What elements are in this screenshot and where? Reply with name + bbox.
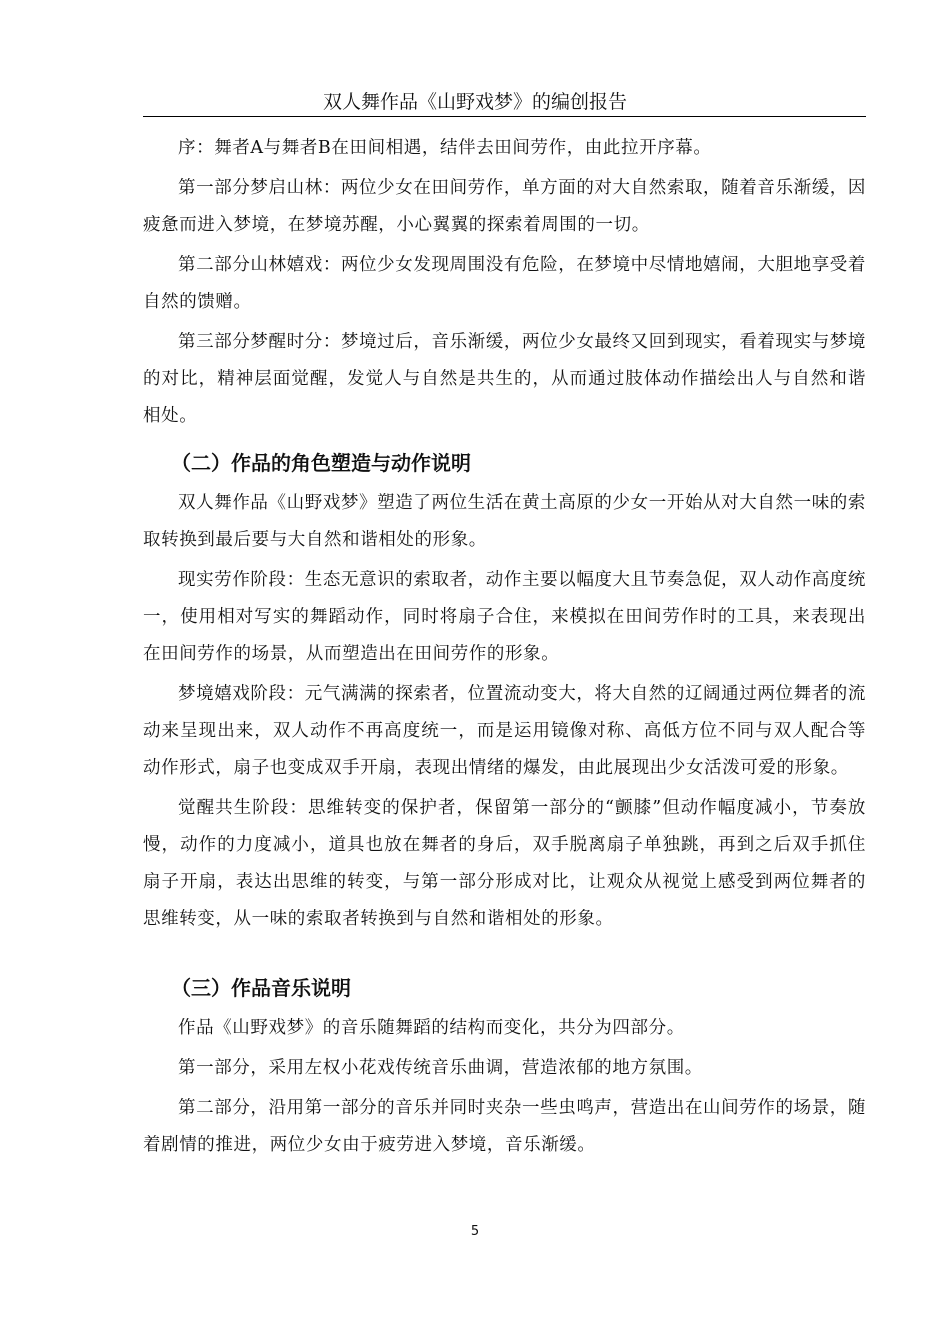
- paragraph-dream-stage: 梦境嬉戏阶段：元气满满的探索者，位置流动变大，将大自然的辽阔通过两位舞者的流动来呈现出来，双人动作不再高度统一，而是运用镜像对称、高低方位不同与双人配合等动作形式，扇子也变成双手开扇，表现出情绪的爆发，由此展现出少女活泼可爱的形象。: [143, 684, 866, 778]
- paragraph-part-three: 第三部分梦醒时分：梦境过后，音乐渐缓，两位少女最终又回到现实，看着现实与梦境的对比，精神层面觉醒，发觉人与自然是共生的，从而通过肢体动作描绘出人与自然和谐相处。: [143, 332, 866, 426]
- paragraph-part-two: 第二部分山林嬉戏：两位少女发现周围没有危险，在梦境中尽情地嬉闹，大胆地享受着自然的馈赠。: [143, 255, 866, 312]
- paragraph-prologue: 序：舞者A与舞者B在田间相遇，结伴去田间劳作，由此拉开序幕。: [178, 138, 712, 158]
- section-heading-music: （三）作品音乐说明: [171, 976, 351, 1000]
- paragraph-music-overview: 作品《山野戏梦》的音乐随舞蹈的结构而变化，共分为四部分。: [178, 1018, 685, 1038]
- page-number: 5: [470, 1224, 480, 1239]
- paragraph-character-overview: 双人舞作品《山野戏梦》塑造了两位生活在黄土高原的少女一开始从对大自然一味的索取转换到最后要与大自然和谐相处的形象。: [143, 493, 866, 550]
- section-heading-character-and-movement: （二）作品的角色塑造与动作说明: [171, 451, 471, 475]
- paragraph-music-part-two: 第二部分，沿用第一部分的音乐并同时夹杂一些虫鸣声，营造出在山间劳作的场景，随着剧情的推进，两位少女由于疲劳进入梦境，音乐渐缓。: [143, 1098, 866, 1155]
- paragraph-labor-stage: 现实劳作阶段：生态无意识的索取者，动作主要以幅度大且节奏急促，双人动作高度统一，使用相对写实的舞蹈动作，同时将扇子合住，来模拟在田间劳作时的工具，来表现出在田间劳作的场景，从而塑造出在田间劳作的形象。: [143, 570, 866, 664]
- header-divider: [143, 116, 866, 117]
- paragraph-part-one: 第一部分梦启山林：两位少女在田间劳作，单方面的对大自然索取，随着音乐渐缓，因疲惫而进入梦境，在梦境苏醒，小心翼翼的探索着周围的一切。: [143, 178, 866, 235]
- paragraph-music-part-one: 第一部分，采用左权小花戏传统音乐曲调，营造浓郁的地方氛围。: [178, 1058, 703, 1078]
- paragraph-awakening-stage: 觉醒共生阶段：思维转变的保护者，保留第一部分的“颤膝”但动作幅度减小，节奏放慢，动作的力度减小，道具也放在舞者的身后，双手脱离扇子单独跳，再到之后双手抓住扇子开扇，表达出思维的转变，与第一部分形成对比，让观众从视觉上感受到两位舞者的思维转变，从一味的索取者转换到与自然和谐相处的形象。: [143, 798, 866, 929]
- document-body: [143, 130, 866, 1167]
- running-header: 双人舞作品《山野戏梦》的编创报告: [322, 91, 627, 113]
